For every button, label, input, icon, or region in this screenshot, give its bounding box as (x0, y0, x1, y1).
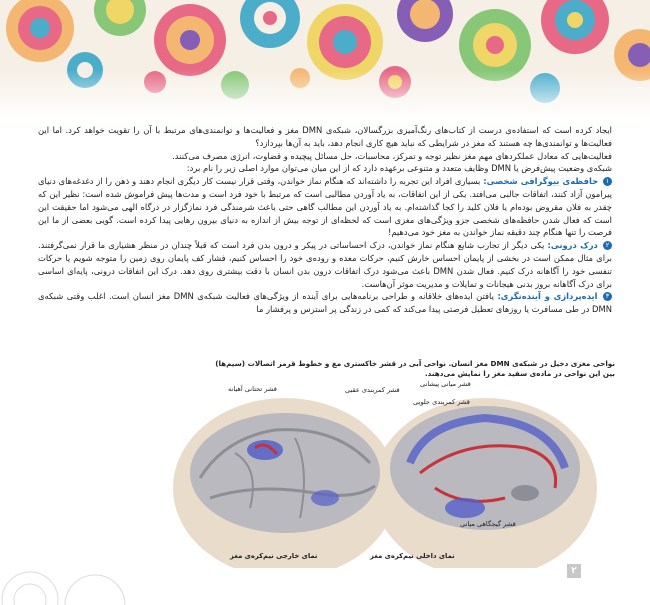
label-anterior-cingulate: قشر کمربندی جلویی (413, 398, 470, 406)
label-inferior-parietal: قشر تحتانی آهیانه (228, 385, 277, 393)
outer-brain-image (190, 413, 380, 533)
decorative-corner-pattern (0, 560, 160, 605)
list-item-interoception (38, 239, 612, 290)
inner-brain-image (390, 406, 580, 530)
list-item-autobiographical-memory (38, 175, 612, 239)
article-body (38, 124, 612, 316)
caption-outer-view: نمای خارجی نیم‌کره‌ی مغز (230, 552, 318, 560)
label-medial-temporal: قشر گیجگاهی میانی (460, 520, 516, 528)
item-number: ۱ (603, 177, 612, 186)
label-posterior-cingulate: قشر کمربندی عقبی (345, 386, 400, 394)
figure-caption-line: بین این نواحی در ماده‌ی سفید مغز را نمایش می‌دهند. (424, 369, 615, 378)
decorative-mandala-banner (0, 0, 650, 118)
caption-inner-view: نمای داخلی نیم‌کره‌ی مغز (370, 552, 455, 560)
paragraph-dmn-tasks: شبکه‌ی وضعیت پیش‌فرض یا DMN وظایف متعدد و متنوعی برعهده دارد که از این میان می‌توان موارد اصلی زیر را نام برد: (186, 163, 612, 174)
item-body: یافتن ایده‌های خلاقانه و طراحی برنامه‌هایی برای آینده از ویژگی‌های فعالیت شبکه‌ی DMN مغز انسان است. اغلب وقتی شبکه‌ی DMN در طی مسافرت یا روزهای تعطیل فرصتی پیدا می‌کند که کمی در زندگی پر استرس و پرفشار ما (38, 291, 612, 315)
item-number: ۳ (603, 292, 612, 301)
paragraph-activities: فعالیت‌هایی که معادل عملکردهای مهم مغز نظیر توجه و تمرکز، محاسبات، حل مسائل پیچیده و قضاوت، انرژی مصرف می‌کنند. (172, 150, 612, 161)
label-medial-prefrontal: قشر میانی پیشانی (420, 380, 471, 388)
item-body: یکی دیگر از تجارب شایع هنگام نماز خواندن، درک احساساتی در پیکر و درون بدن فرد است که قبلاً چندان در منظر هشیاری ما قرار نمی‌گرفتند. برای مثال ممکن است در بخشی از پایمان احساس خارش کنیم، حرکات معده و روده‌ی خود را احساس کنیم، فشار کف پایمان روی زمین را متوجه شویم یا حرکات تنفسی خود را آگاهانه درک کنیم. فعال شدن DMN باعث می‌شود درک اتفاقات درون بدن انسان با دقت بیشتری روی دهد. درک این اتفاقات درونی، پایه‌ای اساسی برای درک آگاهانه بروز بدنی هیجانات و تمایلات و مدیریت موثر آن‌هاست. (38, 240, 612, 289)
brain-figure (165, 368, 615, 568)
list-item-ideation (38, 290, 612, 316)
page-number: ۲ (567, 564, 581, 578)
item-number: ۲ (603, 241, 612, 250)
item-title: ایده‌پردازی و آینده‌نگری: (497, 291, 598, 302)
item-title: حافظه‌ی بیوگرافی شخصی: (483, 176, 599, 187)
item-title: درک درونی: (547, 240, 598, 251)
figure-caption-line: نواحی مغزی دخیل در شبکه‌ی DMN مغز انسان. نواحی آبی در قشر خاکستری مغ و خطوط قرمز اتصالات (سیم‌ها) (215, 359, 615, 368)
paragraph-intro: ایجاد کرده است که استفاده‌ی درست از کتاب‌های رنگ‌آمیزی بزرگسالان، شبکه‌ی DMN مغز و فعالیت‌ها و توانمندی‌های مرتبط با آن را تقویت خواهد کرد. اما این فعالیت‌ها و توانمندی‌ها چه هستند که مغز در شرایطی که نباید هیچ کاری انجام دهد، باید به آن‌ها بپردازد؟ (38, 125, 612, 148)
item-body: بسیاری افراد این تجربه را داشته‌اند که هنگام نماز خواندن، وقتی قرار نیست کار دیگری انجام دهند و ذهن را از دغدغه‌های دنیای پیرامون آزاد کنند، اتفاقات جالبی می‌افتد. یکی از این اتفاقات، به یاد آوردن مطالبی است که مرتبط با خود فرد است و مدت‌ها پیش فراموش شده است: نظیر این که چقدر به فلان مقروض بوده‌ام یا فلان کلید را کجا گذاشته‌ام. به یاد آوردن این مطالب گاهی حتی باعث شرمندگی فرد نمازگزار در درگاه الهی می‌شود اما حقیقت این است که فعال شدن حافظه‌های شخصی جزو ویژگی‌های مغزی است که لحظه‌ای از توجه بیش از اندازه به دنیای بیرون رهایی پیدا کرده است. گویی بعضی از ما این فرصت را تنها هنگام چند دقیقه نماز خواندن به مغز خود می‌دهیم! (38, 176, 612, 238)
